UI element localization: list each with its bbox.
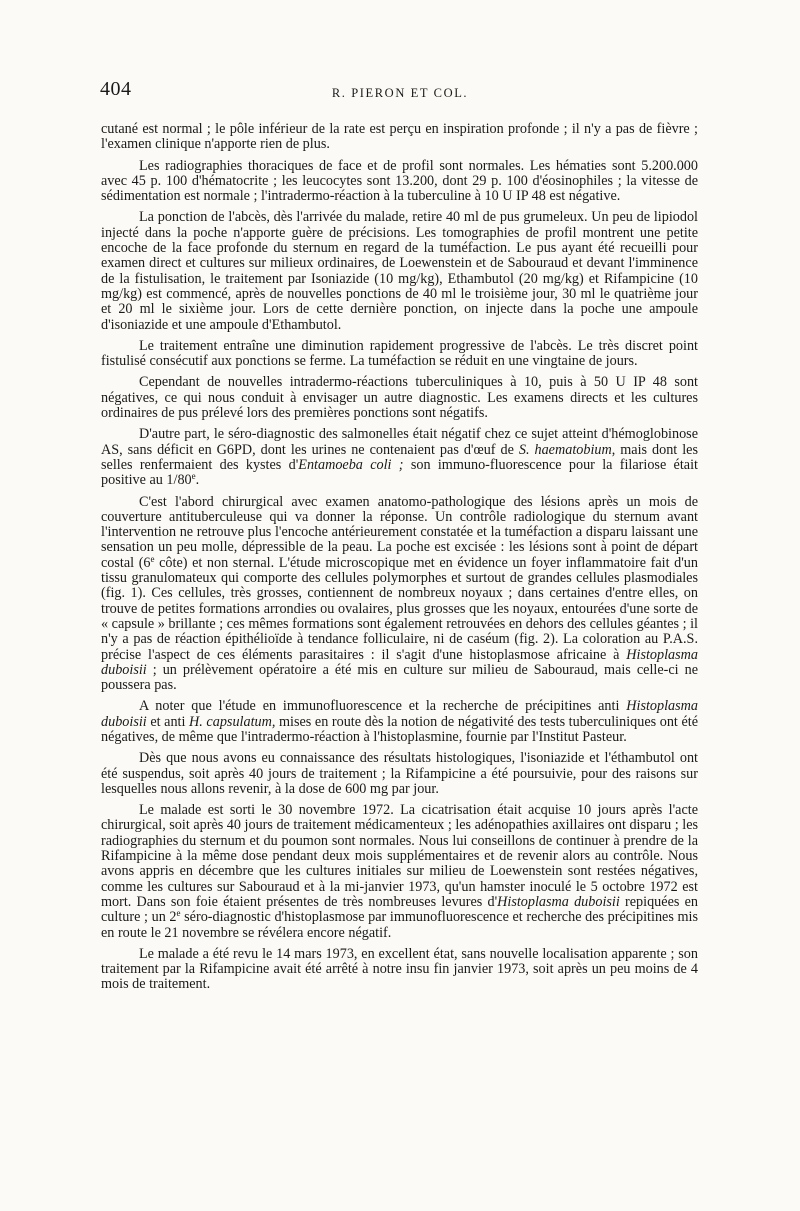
paragraph	[101, 495, 698, 694]
text-run: A noter que l'étude en immunofluorescence et la recherche de précipitines anti	[139, 698, 627, 715]
text-run: repiquées en culture ; un 2	[101, 893, 698, 926]
species-name: S. haematobium	[518, 441, 612, 458]
paragraph	[101, 427, 698, 488]
article-body	[101, 122, 698, 999]
species-name: H. capsulatum,	[189, 713, 276, 730]
paragraph: Le malade a été revu le 14 mars 1973, en excellent état, sans nouvelle localisation apparente ; son traitement par la Rifampicine avait été arrêté à notre insu fin janvier 1973, soit après un peu moins de 4 mois de traitement.	[101, 945, 698, 993]
species-name: Histoplasma duboisii	[497, 893, 620, 910]
text-run: D'autre part, le séro-diagnostic des salmonelles était négatif chez ce sujet atteint d'hémoglobinose AS, sans déficit en G6PD, dont les urines ne contenaient pas d'œuf de	[101, 426, 698, 458]
superscript: e	[176, 908, 181, 919]
page-number: 404	[100, 78, 132, 100]
paragraph: Le traitement entraîne une diminution rapidement progressive de l'abcès. Le très discret point fistulisé consécutif aux ponctions se ferme. La tuméfaction se réduit en une vingtaine de jours.	[101, 337, 698, 370]
text-run: C'est l'abord chirurgical avec examen anatomo-pathologique des lésions après un mois de couverture antituberculeuse qui va donner la réponse. Un contrôle radiologique du sternum avant l'intervention ne retrouve plus l'encoche antérieurement constatée et la tuméfaction a disparu laissant une sensation un peu molle, dépressible de la peau. La poche est excisée : les lésions sont à point de départ costal (6	[101, 493, 698, 571]
paragraph: cutané est normal ; le pôle inférieur de la rate est perçu en inspiration profonde ; il n'y a pas de fièvre ; l'examen clinique n'apporte rien de plus.	[101, 121, 698, 153]
paragraph	[101, 803, 698, 941]
superscript: e	[191, 471, 196, 482]
text-run: .	[195, 472, 200, 489]
paragraph: Cependant de nouvelles intradermo-réactions tuberculiniques à 10, puis à 50 U IP 48 sont négatives, ce qui nous conduit à envisager un autre diagnostic. Les examens directs et les cultures ordinaires de pus prélevé lors des premières ponctions sont négatifs.	[101, 374, 698, 422]
paragraph: Dès que nous avons eu connaissance des résultats histologiques, l'isoniazide et l'éthambutol ont été suspendus, soit après 40 jours de traitement ; la Rifampicine a été poursuivie, pour des raisons sur lesquelles nous allons revenir, à la dose de 600 mg par jour.	[101, 750, 698, 797]
text-run: Le malade est sorti le 30 novembre 1972. La cicatrisation était acquise 10 jours après l'acte chirurgical, soit après 40 jours de traitement médicamenteux ; les adénopathies axillaires ont disparu ; les radiographies du sternum et du poumon sont normales. Nous lui conseillons de continuer à prendre de la Rifampicine à la même dose pendant deux mois supplémentaires et de revenir alors au contrôle. Nous avons appris en décembre que les cultures initiales sur milieu de Loewenstein sont restées négatives, comme les cultures sur Sabouraud et à la mi-janvier 1973, qu'un hamster inoculé le 5 octobre 1972 est mort. Dans son foie étaient présentes de très nombreuses levures d'	[101, 802, 699, 910]
paragraph: Les radiographies thoraciques de face et de profil sont normales. Les hématies sont 5.200.000 avec 45 p. 100 d'hématocrite ; les leucocytes sont 13.200, dont 29 p. 100 d'éosinophiles ; la vitesse de sédimentation est normale ; l'intradermo-réaction à la tuberculine à 10 U IP 48 est négative.	[101, 157, 698, 205]
paragraph	[101, 699, 698, 745]
species-name: Histoplasma duboisii	[101, 698, 698, 730]
text-run: séro-diagnostic d'histoplasmose par immunofluorescence et recherche des précipitines mis en route le 21 novembre se révélera encore négatif.	[101, 909, 698, 941]
paragraph: La ponction de l'abcès, dès l'arrivée du malade, retire 40 ml de pus grumeleux. Un peu de lipiodol injecté dans la poche n'apporte guère de précisions. Les tomographies de profil montrent une petite encoche de la face profonde du sternum en regard de la tuméfaction. Le pus ayant été recueilli pour examen direct et cultures sur milieux ordinaires, de Loewenstein et de Sabouraud et devant l'imminence de la fistulisation, le traitement par Isoniazide (10 mg/kg), Ethambutol (20 mg/kg) et Rifampicine (10 mg/kg) est commencé, après de nouvelles ponctions de 40 ml le troisième jour, 30 ml le quatrième jour et 20 ml le sixième jour. Lors de cette dernière ponction, on injecte dans la poche une ampoule d'isoniazide et une ampoule d'Ethambutol.	[101, 209, 698, 333]
text-run: mises en route dès la notion de négativité des tests tuberculiniques ont été négatives, de même que l'intradermo-réaction à l'histoplasmine, fournie par l'Institut Pasteur.	[101, 713, 699, 745]
text-run: ; un prélèvement opératoire a été mis en culture sur milieu de Sabouraud, mais celle-ci ne poussera pas.	[101, 661, 698, 694]
text-run: , mais dont les selles renfermaient des kystes d'	[101, 441, 698, 473]
page-header	[100, 78, 700, 108]
text-run: et anti	[146, 713, 190, 730]
superscript: e	[150, 553, 155, 564]
species-name: Entamoeba coli ;	[298, 456, 404, 473]
species-name: Histoplasma duboisii	[101, 646, 698, 678]
running-head: R. PIERON ET COL.	[331, 86, 469, 100]
text-run: côte) et non sternal. L'étude microscopique met en évidence un foyer inflammatoire fait d'un tissu granulomateux qui comporte des cellules polymorphes et surtout de grandes cellules plasmodiales (fig. 1). Ces cellules, très grosses, contiennent de nombreux noyaux ; dans certaines d'entre elles, on trouve de petites formations arrondies ou ovalaires, plus grosses que les noyaux, entourées d'une sorte de « capsule » brillante ; ces mêmes formations sont également retrouvées en dehors des cellules géantes ; il n'y a pas de réaction épithélioïde à tendance folliculaire, ni de caséum (fig. 2). La coloration au P.A.S. précise l'aspect de ces éléments parasitaires : il s'agit d'une histoplasmose africaine à	[101, 554, 698, 663]
text-run: son immuno-fluorescence pour la filariose était positive au 1/80	[101, 456, 698, 489]
